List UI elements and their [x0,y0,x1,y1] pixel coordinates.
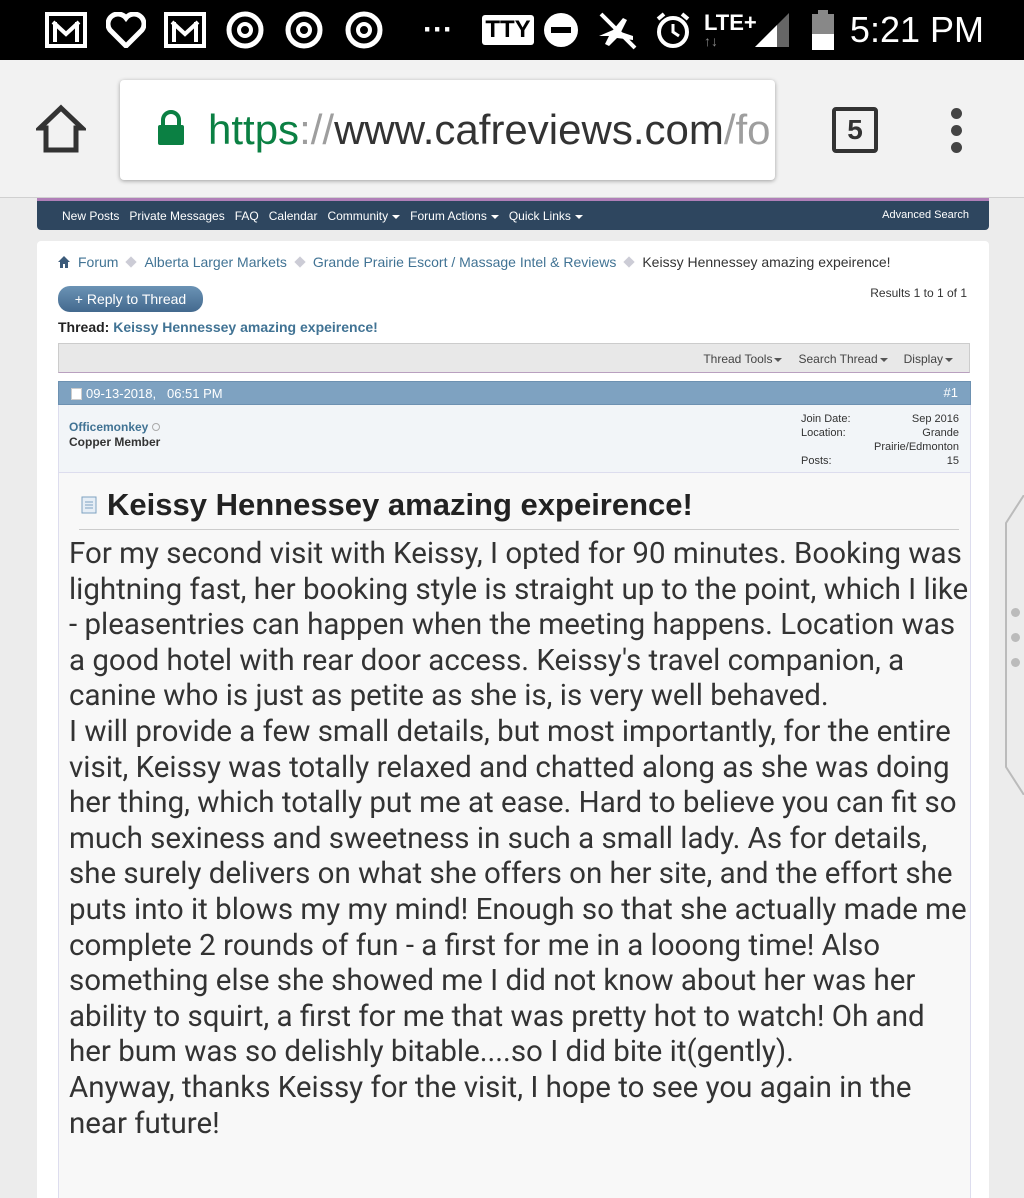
breadcrumb [57,254,891,270]
thread-tools-bar [58,343,970,373]
location-value: Grande Prairie/Edmonton [874,427,959,453]
results-count: Results 1 to 1 of 1 [870,286,967,300]
clock: 5:21 PM [849,9,984,50]
dropdown-caret-icon[interactable] [491,215,499,219]
offline-status-icon [152,423,160,431]
post-date: 09-13-2018, [86,386,157,401]
dropdown-caret-icon [774,358,782,362]
home-icon[interactable] [36,104,86,154]
url-separator: :// [299,106,335,153]
web-page [0,198,1024,1198]
tool-thread-tools[interactable] [703,352,782,366]
username-link[interactable]: Officemonkey [69,420,149,434]
chrome-icon [344,10,384,50]
tab-switcher-button[interactable]: 5 [832,107,878,153]
url-host: www.cafreviews.com [334,106,724,153]
thread-tools [687,352,953,366]
join-date-value: Sep 2016 [911,413,959,425]
tool-label: Search Thread [798,352,878,366]
tty-icon [481,10,535,50]
navbar-item-community[interactable]: Community [327,209,389,223]
more-dots-icon: ··· [423,13,453,46]
url-scheme: https [208,106,300,153]
battery-icon [808,10,838,50]
user-rank: Copper Member [69,435,161,449]
breadcrumb-separator-icon [126,256,137,267]
do-not-disturb-icon [542,10,580,50]
navbar-dropdown[interactable] [327,209,400,223]
post-paragraph: For my second visit with Keissy, I opted for 90 minutes. Booking was lightning fast, her booking style is straight up to the point, which I like - pleasentries can happen when the meeting happens. Location was a good hotel with rear door access. Keissy's travel companion, a canine who is just as petite as she is, is very well behaved. [69,537,969,714]
breadcrumb-separator-icon [294,256,305,267]
join-date-label: Join Date: [801,413,851,425]
navbar-items [62,209,593,223]
post-status-icon [71,388,82,400]
lock-icon [156,110,186,146]
post-number-link[interactable]: #1 [943,385,958,400]
tool-label: Thread Tools [703,352,773,366]
post-datetime [71,386,223,401]
dropdown-caret-icon[interactable] [575,215,583,219]
breadcrumb-separator-icon [624,256,635,267]
heart-icon [104,10,148,50]
url-path: /fo [723,106,771,153]
posts-label: Posts: [801,455,832,467]
chrome-icon [284,10,324,50]
home-icon[interactable] [57,255,71,269]
document-icon [81,496,97,514]
navbar-item-new-posts[interactable]: New Posts [62,209,120,223]
signal-icon [752,10,792,50]
post-user-info [58,405,971,473]
post-paragraph: Anyway, thanks Keissy for the visit, I hope to see you again in the near future! [69,1070,912,1141]
breadcrumb-current: Keissy Hennessey amazing expeirence! [642,254,891,270]
post-paragraph: I will provide a few small details, but most importantly, for the entire visit, Keissy was totally relaxed and chatted along as she was doing her thing, which totally put me at ease. Hard to believe you can fit so much sexiness and sweetness in such a small lady. As for details, she surely delivers on what she offers on her site, and the effort she puts into it blows my my mind! Enough so that she actually made me complete 2 rounds of fun - a first for me in a looong time! Also something else she showed me I did not know about her was her ability to squirt, a first for me that was pretty hot to watch! Oh and her bum was so delishly bitable....so I did bite it(gently). [69,714,967,1070]
dropdown-caret-icon [880,358,888,362]
status-bar [0,0,1024,60]
forum-content [37,241,989,1198]
post-body [58,473,971,1198]
dropdown-caret-icon[interactable] [392,215,400,219]
navbar-item-private-messages[interactable]: Private Messages [129,209,225,223]
url-text[interactable] [208,104,771,156]
dropdown-caret-icon [945,358,953,362]
navbar-item-forum-actions[interactable]: Forum Actions [410,209,487,223]
gmail-icon [44,10,88,50]
thread-title-link[interactable]: Keissy Hennessey amazing expeirence! [113,319,378,335]
tool-display[interactable] [904,352,953,366]
post-header [58,381,971,405]
navbar-dropdown[interactable] [410,209,499,223]
breadcrumb-link[interactable]: Forum [78,254,119,270]
forum-navbar [37,198,989,230]
browser-toolbar [0,60,1024,198]
thread-label: Thread: [58,319,110,335]
side-panel-handle[interactable] [1003,495,1024,795]
chrome-icon [225,10,265,50]
navbar-item-quick-links[interactable]: Quick Links [508,209,571,223]
post-title-text: Keissy Hennessey amazing expeirence! [107,487,693,522]
user-details [801,412,959,468]
tool-label: Display [903,352,943,366]
post-message [69,537,969,1142]
posts-value: 15 [946,455,959,467]
thread-heading [58,319,378,335]
overflow-menu-icon[interactable] [946,108,966,154]
navbar-item-calendar[interactable]: Calendar [268,209,318,223]
tool-search-thread[interactable] [798,352,887,366]
lte-icon: LTE+ ↑↓ [704,10,757,49]
alarm-icon [654,10,692,50]
navbar-dropdown[interactable] [509,209,583,223]
navbar-item-faq[interactable]: FAQ [234,209,259,223]
tty-label: TTY [482,15,533,45]
gmail-icon [163,10,207,50]
post-title [79,487,959,530]
address-bar[interactable] [120,80,775,180]
network-label: LTE+ [704,10,757,35]
reply-to-thread-button[interactable]: + Reply to Thread [58,286,203,312]
breadcrumb-link[interactable]: Grande Prairie Escort / Massage Intel & Reviews [312,254,617,270]
post-time: 06:51 PM [166,386,223,401]
airplane-off-icon [594,10,640,50]
breadcrumb-link[interactable]: Alberta Larger Markets [144,254,287,270]
post-username[interactable] [69,420,160,434]
location-label: Location: [801,427,846,439]
advanced-search-link[interactable]: Advanced Search [882,209,969,221]
